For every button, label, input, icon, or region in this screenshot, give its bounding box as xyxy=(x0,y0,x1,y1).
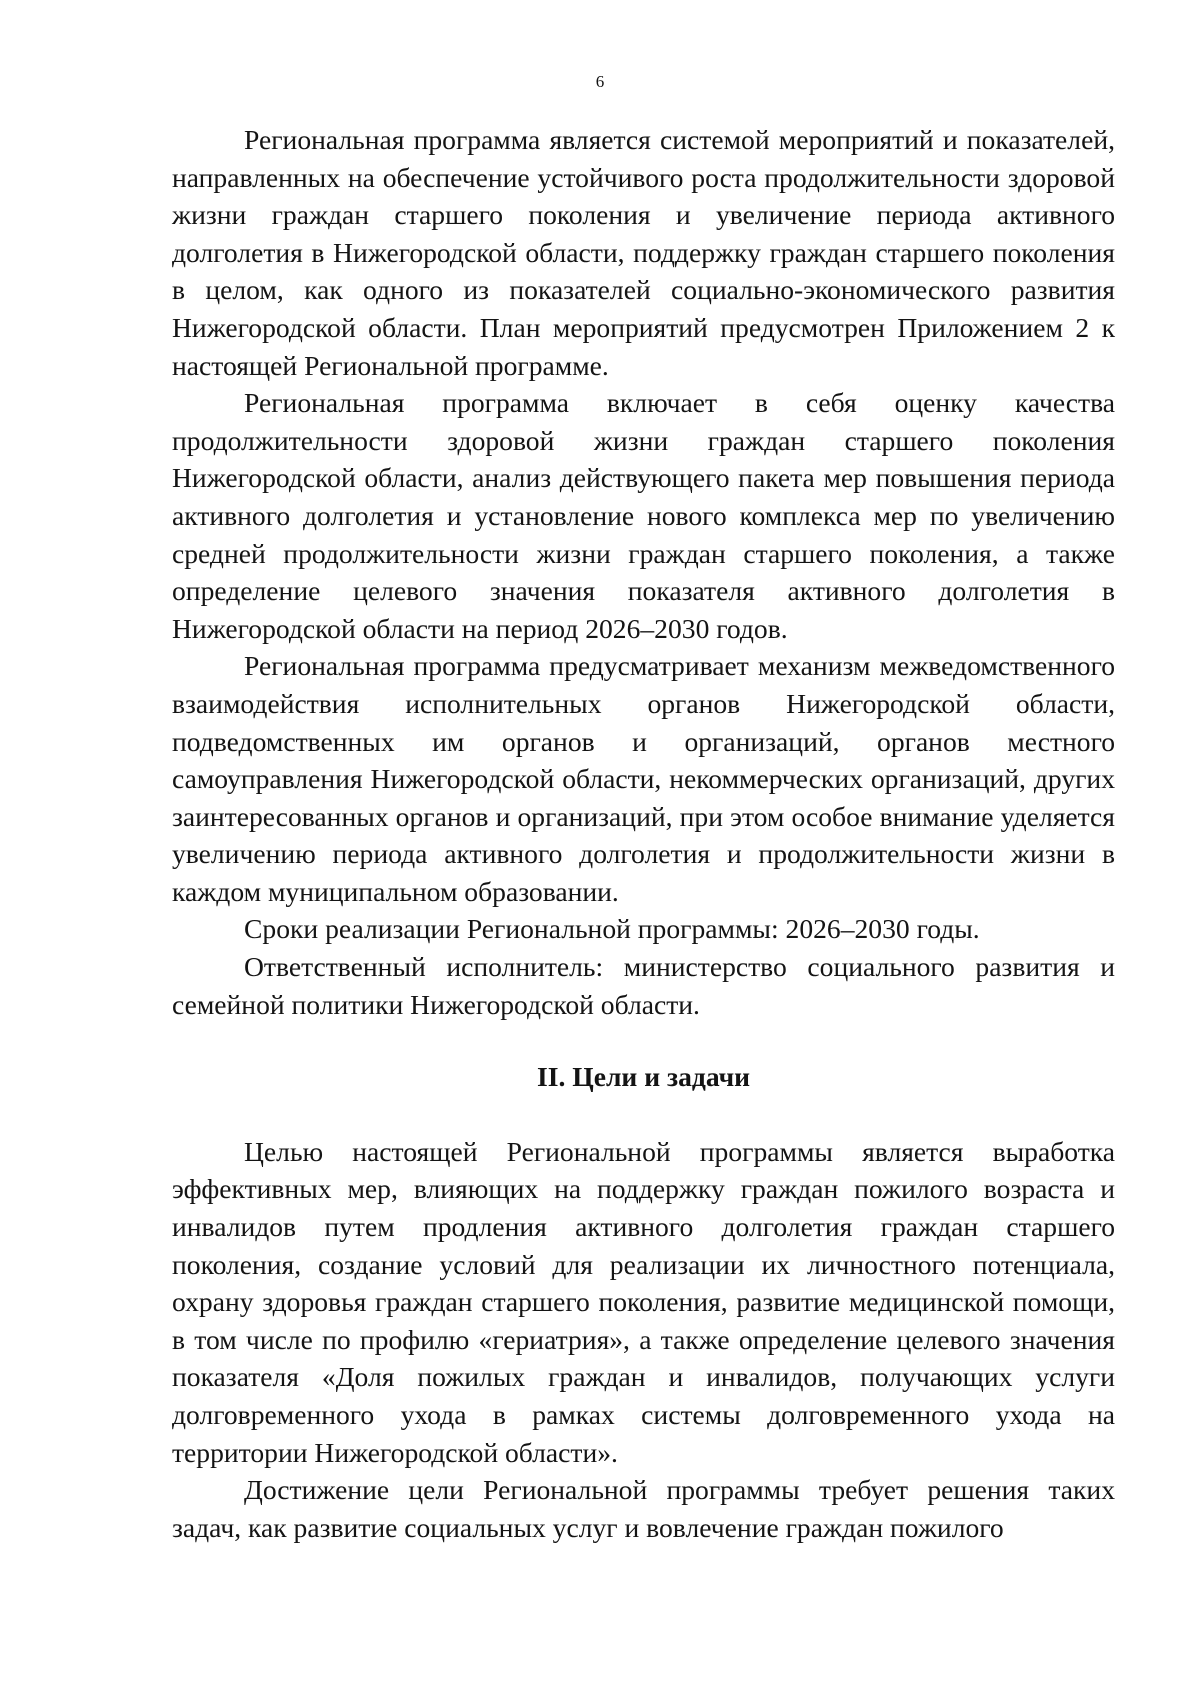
paragraph-program-system: Региональная программа является системой мероприятий и показателей, направленных на обеспечение устойчивого роста продолжительности здоровой жизни граждан старшего поколения и увеличение периода активного долголетия в Нижегородской области, поддержку граждан старшего поколения в целом, как одного из показателей социально-экономического развития Нижегородской области. План мероприятий предусмотрен Приложением 2 к настоящей Региональной программе. xyxy=(172,124,1115,381)
paragraph-program-mechanism: Региональная программа предусматривает механизм межведомственного взаимодействия исполнительных органов Нижегородской области, подведомственных им органов и организаций, органов местного самоуправления Нижегородской области, некоммерческих организаций, других заинтересованных органов и организаций, при этом особое внимание уделяется увеличению периода активного долголетия и продолжительности жизни в каждом муниципальном образовании. xyxy=(172,650,1115,907)
document-body xyxy=(172,121,1115,1546)
paragraph-program-includes: Региональная программа включает в себя оценку качества продолжительности здоровой жизни граждан старшего поколения Нижегородской области, анализ действующего пакета мер повышения периода активного долголетия и установление нового комплекса мер по увеличению средней продолжительности жизни граждан старшего поколения, а также определение целевого значения показателя активного долголетия в Нижегородской области на период 2026–2030 годов. xyxy=(172,387,1115,644)
paragraph-implementation-period: Сроки реализации Региональной программы: 2026–2030 годы. xyxy=(244,913,980,945)
paragraph-goal: Целью настоящей Региональной программы является выработка эффективных мер, влияющих на поддержку граждан пожилого возраста и инвалидов путем продления активного долголетия граждан старшего поколения, создание условий для реализации их личностного потенциала, охрану здоровья граждан старшего поколения, развитие медицинской помощи, в том числе по профилю «гериатрия», а также определение целевого значения показателя «Доля пожилых граждан и инвалидов, получающих услуги долговременного ухода в рамках системы долговременного ухода на территории Нижегородской области». xyxy=(172,1135,1115,1468)
page-number: 6 xyxy=(595,72,605,91)
paragraph-goal-achievement: Достижение цели Региональной программы требует решения таких задач, как развитие социальных услуг и вовлечение граждан пожилого xyxy=(172,1474,1115,1543)
section-heading-goals: II. Цели и задачи xyxy=(536,1061,751,1093)
paragraph-responsible-executor: Ответственный исполнитель: министерство социального развития и семейной политики Нижегородской области. xyxy=(172,951,1115,1020)
